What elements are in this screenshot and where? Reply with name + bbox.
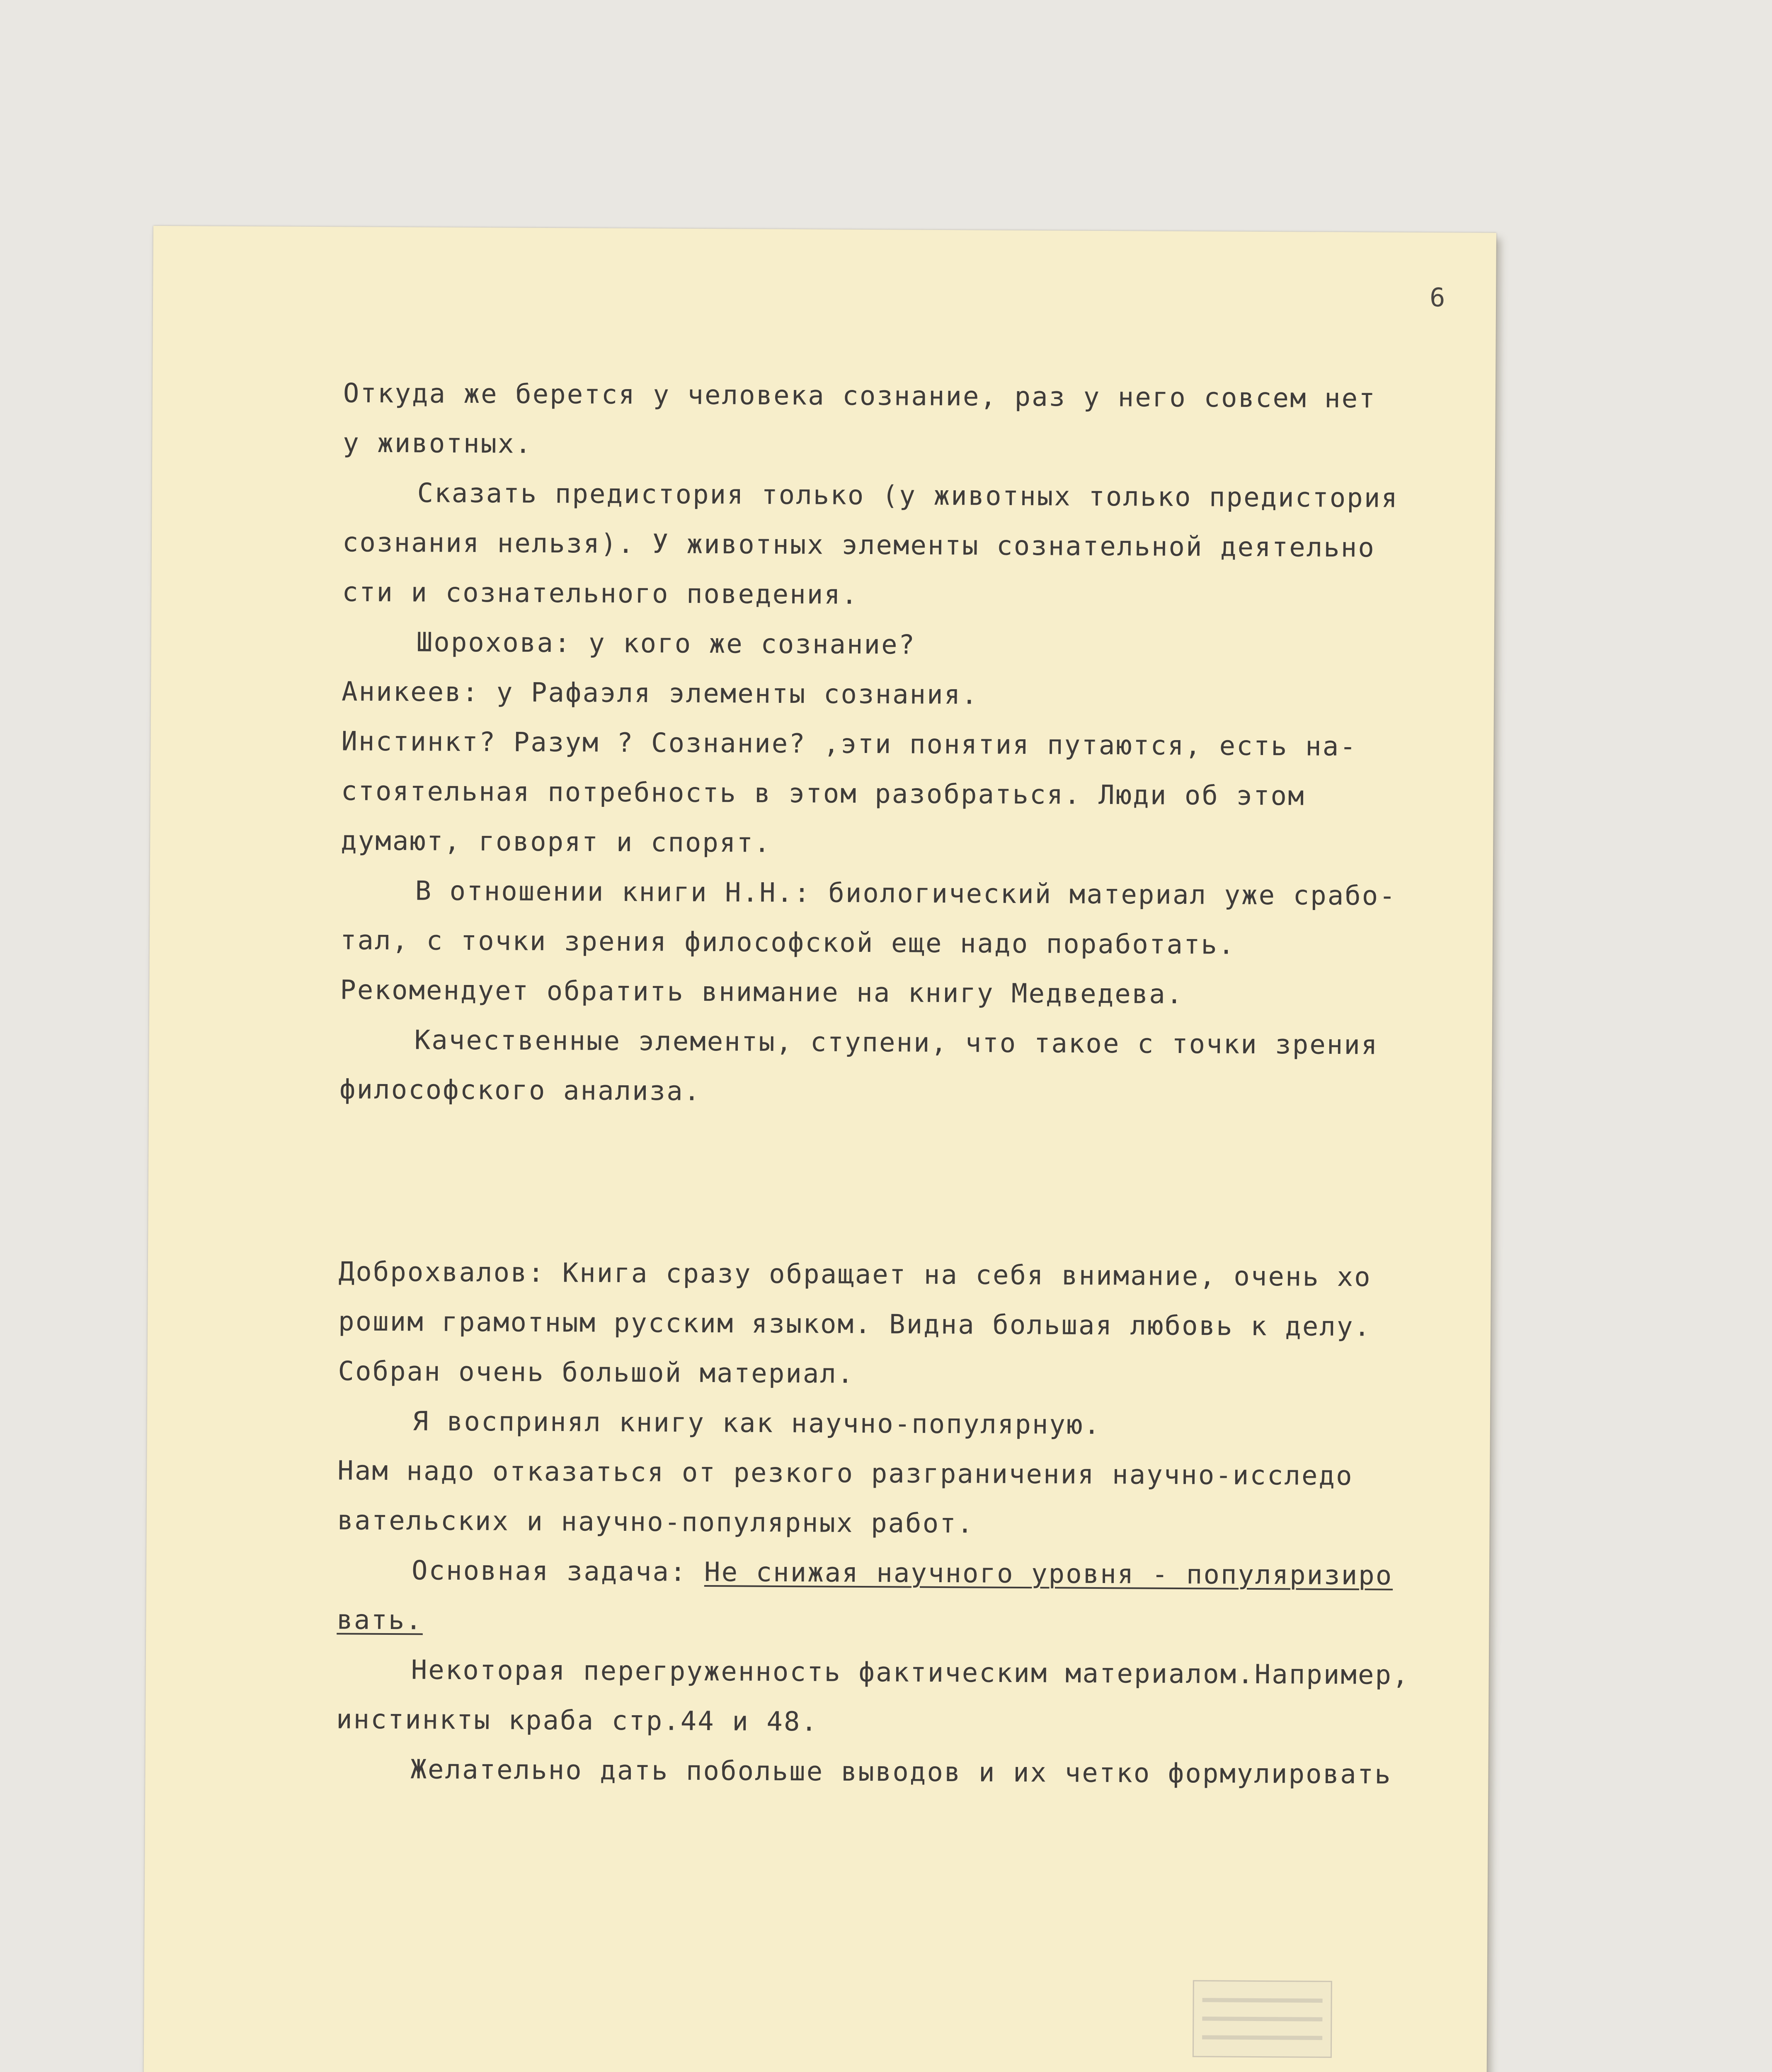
text-line: Желательно дать побольше выводов и их четко формулировать (410, 1754, 1392, 1790)
text-line (412, 1557, 1393, 1589)
task-label: Основная задача: (411, 1555, 705, 1588)
text-line: Собран очень большой материал. (338, 1356, 855, 1389)
stamp-bar (1202, 2035, 1322, 2040)
text-line: думают, говорят и спорят. (341, 825, 771, 859)
text-line: В отношении книги Н.Н.: биологический материал уже срабо- (415, 876, 1397, 912)
stamp-bar (1202, 1998, 1323, 2003)
document-page (143, 226, 1496, 2072)
speaker-line: Шорохова: у кого же сознание? (416, 627, 916, 661)
text-line: сознания нельзя). У животных элементы сознательной деятельно (342, 527, 1376, 564)
text-line: Нам надо отказаться от резкого разграничения научно-исследо (337, 1455, 1353, 1492)
text-line: вательских и научно-популярных работ. (337, 1505, 974, 1539)
text-line: тал, с точки зрения философской еще надо поработать. (340, 925, 1236, 961)
text-line: сти и сознательного поведения. (342, 577, 859, 610)
text-line: философского анализа. (339, 1074, 701, 1107)
text-line: у животных. (343, 428, 533, 460)
text-line: Сказать предистория только (у животных только предистория (417, 478, 1399, 514)
speaker-line: Доброхвалов: Книга сразу обращает на себя внимание, очень хо (338, 1256, 1372, 1293)
text-line (337, 1607, 423, 1634)
stamp-bar (1202, 2016, 1322, 2021)
underlined-phrase: Не снижая научного уровня - популяризиро (704, 1557, 1393, 1591)
text-line: рошим грамотным русским языком. Видна большая любовь к делу. (338, 1306, 1372, 1343)
text-line: Инстинкт? Разум ? Сознание? ,эти понятия путаются, есть на- (341, 726, 1357, 762)
text-line: инстинкты краба стр.44 и 48. (336, 1704, 819, 1738)
text-line: Рекомендует обратить внимание на книгу Медведева. (340, 975, 1184, 1010)
underlined-phrase-end: вать. (337, 1605, 423, 1636)
page-number: 6 (1429, 282, 1445, 313)
text-line: стоятельная потребность в этом разобраться. Люди об этом (341, 776, 1305, 812)
speaker-line: Аникеев: у Рафаэля элементы сознания. (341, 676, 979, 711)
text-line: Я воспринял книгу как научно-популярную. (412, 1406, 1101, 1441)
text-line: Некоторая перегруженность фактическим материалом.Например, (411, 1655, 1410, 1691)
text-line: Откуда же берется у человека сознание, раз у него совсем нет (343, 378, 1376, 414)
text-line: Качественные элементы, ступени, что такое с точки зрения (414, 1025, 1379, 1061)
archive-stamp (1193, 1980, 1332, 2058)
